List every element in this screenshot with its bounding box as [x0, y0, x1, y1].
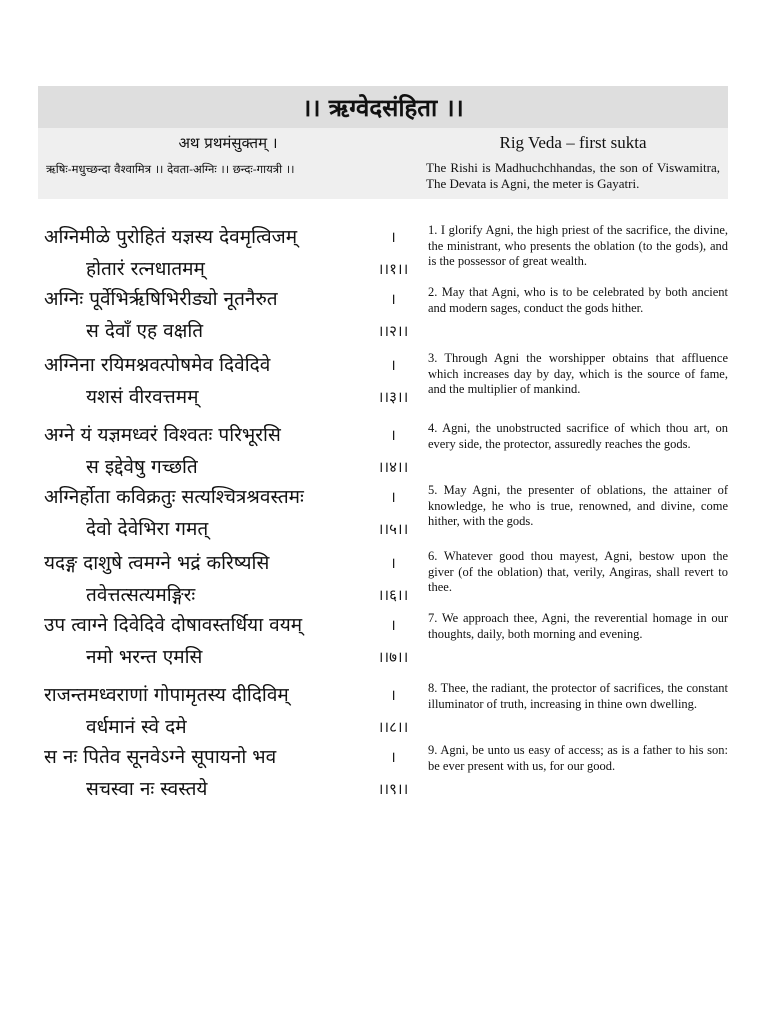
english-translation: 5. May Agni, the presenter of oblations, the attainer of knowledge, he who is true, renowned, and divine, come hither, with the gods.: [428, 483, 728, 528]
verse-row: [38, 221, 728, 283]
verse-number: ।।१।।: [377, 260, 409, 278]
sanskrit-verse: [38, 481, 418, 547]
verse-line-1-text: राजन्तमध्वराणां गोपामृतस्य दीदिविम्: [44, 684, 289, 706]
sanskrit-verse: [38, 419, 418, 481]
sanskrit-verse: [38, 547, 418, 609]
verse-row: [38, 679, 728, 741]
danda-mark: ।: [390, 554, 396, 572]
sanskrit-verse: [38, 221, 418, 283]
verse-line-1-text: उप त्वाग्ने दिवेदिवे दोषावस्तर्धिया वयम्: [44, 614, 303, 636]
verse-line-2: [38, 315, 418, 347]
english-translation: 9. Agni, be unto us easy of access; as is a father to his son: be ever present with us, for our good.: [428, 743, 728, 773]
verse-line-2: [38, 451, 418, 483]
verse-number: ।।५।।: [377, 520, 409, 538]
verse-line-1: [38, 349, 418, 381]
page-title: ।। ऋग्वेदसंहिता ।।: [302, 92, 464, 122]
verse-row: [38, 419, 728, 481]
english-translation: 1. I glorify Agni, the high priest of the sacrifice, the divine, the ministrant, who presents the oblation (to the gods), and is the possessor of great wealth.: [428, 223, 728, 268]
verse-line-2-text: स देवाँ एह वक्षति: [86, 320, 204, 342]
verse-row: [38, 609, 728, 679]
english-translation: 8. Thee, the radiant, the protector of sacrifices, the constant illuminator of truth, increasing in thine own dwelling.: [428, 681, 728, 711]
verse-list: [38, 221, 728, 805]
english-meta: The Rishi is Madhuchchhandas, the son of Viswamitra, The Devata is Agni, the meter is Gayatri.: [426, 160, 720, 191]
sanskrit-verse: [38, 609, 418, 679]
sukta-page: [38, 86, 728, 805]
english-translation: 6. Whatever good thou mayest, Agni, bestow upon the giver (of the oblation) that, verily, Angiras, shall revert to thee.: [428, 549, 728, 594]
verse-line-2-text: होतारं रत्नधातमम्: [86, 258, 205, 280]
verse-row: [38, 283, 728, 349]
verse-line-1-text: यदङ्ग दाशुषे त्वमग्ने भद्रं करिष्यसि: [44, 552, 270, 574]
verse-line-2-text: नमो भरन्त एमसि: [86, 646, 203, 668]
verse-number: ।।३।।: [377, 388, 409, 406]
verse-line-1: [38, 679, 418, 711]
english-translation: 3. Through Agni the worshipper obtains that affluence which increases day by day, which is the source of fame, and the multiplier of mankind.: [428, 351, 728, 396]
verse-row: [38, 481, 728, 547]
sanskrit-verse: [38, 283, 418, 349]
verse-line-1: [38, 481, 418, 513]
verse-row: [38, 547, 728, 609]
english-subtitle: Rig Veda – first sukta: [499, 133, 647, 152]
verse-line-2: [38, 579, 418, 611]
verse-row: [38, 741, 728, 805]
sanskrit-meta: ऋषिः-मधुच्छन्दा वैश्वामित्र ।। देवता-अग्निः ।। छन्दः-गायत्री ।।: [46, 162, 295, 176]
verse-line-2: [38, 641, 418, 673]
verse-line-1: [38, 283, 418, 315]
danda-mark: ।: [390, 290, 396, 308]
verse-number: ।।८।।: [377, 718, 409, 736]
sanskrit-header: [38, 128, 418, 199]
verse-line-1: [38, 547, 418, 579]
verse-line-2: [38, 513, 418, 545]
verse-number: ।।९।।: [377, 780, 409, 798]
danda-mark: ।: [390, 748, 396, 766]
verse-line-2-text: वर्धमानं स्वे दमे: [86, 716, 187, 738]
verse-line-1-text: अग्निना रयिमश्नवत्पोषमेव दिवेदिवे: [44, 354, 271, 376]
verse-line-2: [38, 381, 418, 413]
verse-line-2-text: यशसं वीरवत्तमम्: [86, 386, 199, 408]
verse-line-1-text: स नः पितेव सूनवेऽग्ने सूपायनो भव: [44, 746, 277, 768]
verse-line-1: [38, 609, 418, 641]
english-translation: 7. We approach thee, Agni, the reverential homage in our thoughts, daily, both morning and evening.: [428, 611, 728, 641]
page-title-bar: [38, 86, 728, 128]
verse-line-1-text: अग्ने यं यज्ञमध्वरं विश्वतः परिभूरसि: [44, 424, 281, 446]
sanskrit-subtitle: अथ प्रथमंसुक्तम् ।: [178, 134, 278, 152]
verse-line-1-text: अग्निर्होता कविक्रतुः सत्यश्चित्रश्रवस्तमः: [44, 486, 304, 508]
verse-line-2-text: तवेत्तत्सत्यमङ्गिरः: [86, 584, 196, 606]
danda-mark: ।: [390, 228, 396, 246]
verse-line-1: [38, 221, 418, 253]
danda-mark: ।: [390, 488, 396, 506]
header-row: [38, 128, 728, 199]
sanskrit-verse: [38, 679, 418, 741]
english-translation: 2. May that Agni, who is to be celebrated by both ancient and modern sages, conduct the gods hither.: [428, 285, 728, 315]
danda-mark: ।: [390, 686, 396, 704]
verse-number: ।।४।।: [377, 458, 409, 476]
verse-number: ।।२।।: [377, 322, 409, 340]
verse-number: ।।७।।: [377, 648, 409, 666]
verse-line-2: [38, 711, 418, 743]
sanskrit-verse: [38, 349, 418, 419]
danda-mark: ।: [390, 426, 396, 444]
danda-mark: ।: [390, 356, 396, 374]
verse-line-1: [38, 741, 418, 773]
verse-line-2: [38, 773, 418, 805]
verse-line-1: [38, 419, 418, 451]
verse-line-2-text: देवो देवेभिरा गमत्: [86, 518, 209, 540]
verse-line-2: [38, 253, 418, 285]
verse-row: [38, 349, 728, 419]
verse-line-1-text: अग्निमीळे पुरोहितं यज्ञस्य देवमृत्विजम्: [44, 226, 298, 248]
danda-mark: ।: [390, 616, 396, 634]
verse-line-2-text: सचस्वा नः स्वस्तये: [86, 778, 208, 800]
sanskrit-verse: [38, 741, 418, 805]
verse-line-1-text: अग्निः पूर्वेभिर्ऋषिभिरीड्यो नूतनैरुत: [44, 288, 278, 310]
verse-number: ।।६।।: [377, 586, 409, 604]
english-translation: 4. Agni, the unobstructed sacrifice of which thou art, on every side, the protector, assuredly reaches the gods.: [428, 421, 728, 451]
verse-line-2-text: स इद्देवेषु गच्छति: [86, 456, 198, 478]
english-header: [418, 128, 728, 199]
